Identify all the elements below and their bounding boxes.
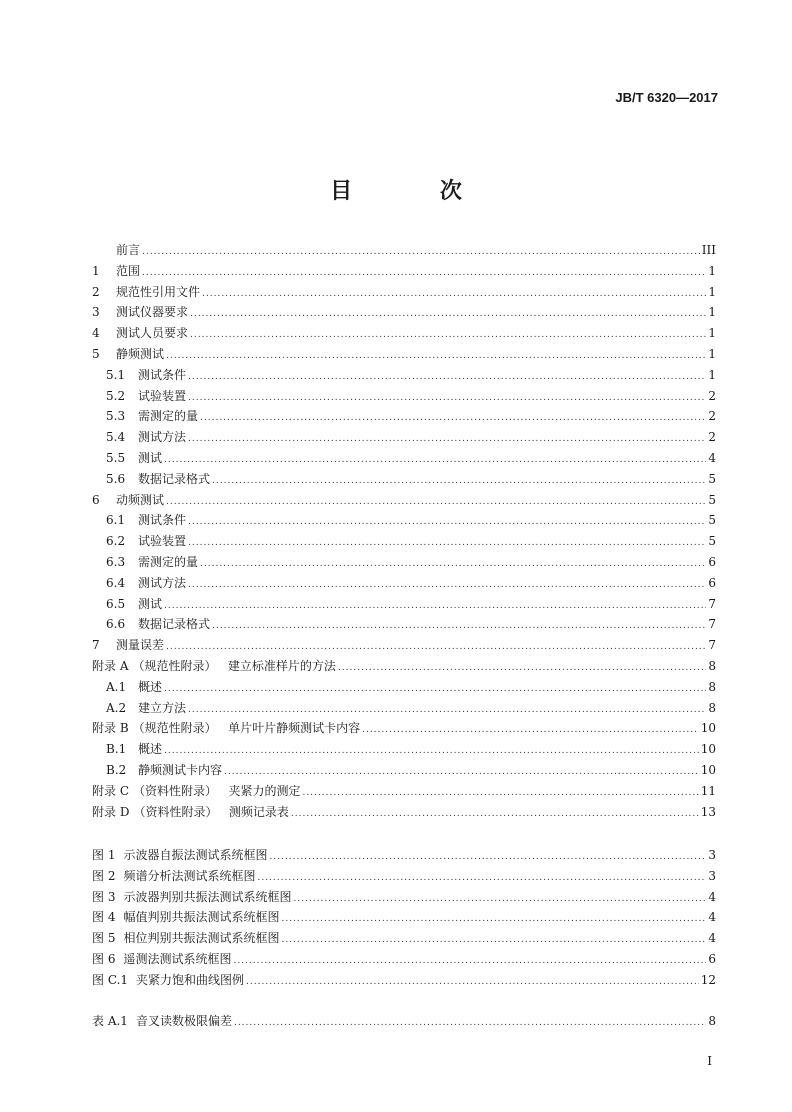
dot-leader	[188, 367, 706, 388]
entry-number: 4	[92, 326, 100, 341]
entry-title: 数据记录格式	[138, 617, 211, 632]
toc-entry[interactable]	[92, 552, 716, 573]
entry-title: 规范性引用文件	[116, 284, 201, 299]
entry-title: 频谱分析法测试系统框图	[123, 868, 256, 883]
toc-entry[interactable]	[92, 386, 716, 407]
toc-entry[interactable]	[92, 594, 716, 615]
entry-title: 相位判别共振法测试系统框图	[123, 931, 280, 946]
entry-page-number: 4	[708, 910, 716, 925]
entry-number: 5.2	[106, 388, 126, 403]
entry-title: （资料性附录） 测频记录表	[133, 804, 289, 819]
entry-number: B.2	[106, 762, 127, 777]
entry-title: 数据记录格式	[138, 471, 211, 486]
dot-leader	[246, 972, 699, 993]
toc-entry[interactable]	[92, 469, 716, 490]
page-folio: I	[707, 1054, 712, 1068]
entry-number: 附录 A	[92, 658, 129, 673]
dot-leader	[188, 700, 706, 721]
page-title: 目 次	[330, 178, 502, 204]
dot-leader	[188, 429, 706, 450]
entry-page-number: 4	[708, 450, 716, 465]
toc-entry[interactable]	[92, 490, 716, 511]
entry-title: 测试条件	[138, 367, 187, 382]
entry-title: （规范性附录） 单片叶片静频测试卡内容	[132, 721, 361, 736]
dot-leader	[257, 868, 706, 889]
dot-leader	[190, 325, 706, 346]
entry-number: 7	[92, 638, 100, 653]
entry-page-number: 3	[708, 848, 716, 862]
dot-leader	[142, 242, 700, 263]
entry-title: 幅值判别共振法测试系统框图	[123, 910, 280, 925]
entry-title: （规范性附录） 建立标准样片的方法	[132, 658, 336, 673]
toc-entry[interactable]	[92, 573, 716, 594]
entry-title: 概述	[138, 679, 163, 694]
entry-number: 图 3	[92, 889, 116, 904]
entry-title: 静频测试	[116, 346, 165, 361]
entry-number: 6	[92, 492, 100, 507]
entry-page-number: 1	[708, 346, 716, 361]
entry-title: 测量误差	[116, 638, 165, 653]
toc-entry[interactable]	[92, 760, 716, 781]
entry-page-number: 5	[708, 492, 716, 507]
dot-leader	[188, 533, 706, 554]
entry-page-number: 5	[708, 513, 716, 528]
entry-number: 5.4	[106, 430, 126, 445]
dot-leader	[200, 554, 706, 575]
toc-entry[interactable]	[92, 718, 716, 739]
entry-number: 图 4	[92, 910, 116, 925]
toc-entry[interactable]	[92, 240, 716, 261]
toc-entry[interactable]	[92, 510, 716, 531]
entry-page-number: 4	[708, 931, 716, 946]
dot-leader	[166, 492, 706, 513]
entry-number: 5.5	[106, 450, 126, 465]
dot-leader	[338, 658, 706, 679]
entry-number: 附录 B	[92, 721, 129, 736]
list-entry[interactable]	[92, 907, 716, 928]
dot-leader	[362, 720, 699, 741]
entry-page-number: 1	[708, 305, 716, 320]
list-entry[interactable]	[92, 949, 716, 970]
toc-entry[interactable]	[92, 448, 716, 469]
entry-page-number: 2	[708, 430, 716, 445]
entry-page-number: III	[701, 243, 716, 257]
toc-entry[interactable]	[92, 656, 716, 677]
entry-number: 图 C.1	[92, 972, 129, 987]
entry-title: 夹紧力饱和曲线图例	[136, 972, 245, 987]
toc-entry[interactable]	[92, 282, 716, 303]
entry-page-number: 10	[700, 721, 716, 736]
entry-title: 测试	[138, 596, 163, 611]
dot-leader	[212, 616, 706, 637]
toc-entry[interactable]	[92, 802, 716, 823]
entry-title: 测试方法	[138, 430, 187, 445]
dot-leader	[188, 512, 706, 533]
list-of-figures	[92, 845, 716, 991]
entry-number: 1	[92, 263, 100, 278]
entry-page-number: 1	[708, 326, 716, 341]
entry-title: 需测定的量	[138, 409, 199, 424]
entry-title: 动频测试	[116, 492, 165, 507]
dot-leader	[234, 1013, 706, 1034]
dot-leader	[224, 762, 699, 783]
toc-entry[interactable]	[92, 531, 716, 552]
entry-number: 5.6	[106, 471, 126, 486]
entry-page-number: 6	[708, 951, 716, 966]
entry-page-number: 10	[700, 742, 716, 757]
entry-number: 图 2	[92, 868, 116, 883]
entry-number: 5.3	[106, 409, 126, 424]
entry-page-number: 6	[708, 554, 716, 569]
toc-entry[interactable]	[92, 635, 716, 656]
document-code: JB/T 6320—2017	[615, 90, 718, 105]
dot-leader	[302, 783, 698, 804]
entry-page-number: 2	[708, 409, 716, 424]
entry-title: （资料性附录） 夹紧力的测定	[133, 783, 301, 798]
dot-leader	[200, 408, 706, 429]
list-entry[interactable]	[92, 1011, 716, 1032]
toc-entry[interactable]	[92, 323, 716, 344]
entry-title: 试验装置	[138, 388, 187, 403]
entry-number: A.2	[106, 700, 127, 715]
entry-page-number: 7	[708, 596, 716, 611]
toc-entry[interactable]	[92, 261, 716, 282]
entry-number: 2	[92, 284, 100, 299]
entry-number: 6.4	[106, 575, 126, 590]
entry-title: 测试	[138, 450, 163, 465]
list-entry[interactable]	[92, 845, 716, 866]
toc-entry[interactable]	[92, 698, 716, 719]
entry-number: 图 1	[92, 848, 116, 862]
entry-page-number: 13	[700, 804, 716, 819]
dot-leader	[212, 471, 706, 492]
entry-number: 6.3	[106, 554, 126, 569]
entry-page-number: 4	[708, 889, 716, 904]
dot-leader	[281, 930, 706, 951]
entry-number: A.1	[106, 679, 127, 694]
dot-leader	[291, 804, 699, 825]
entry-page-number: 6	[708, 575, 716, 590]
entry-page-number: 1	[708, 284, 716, 299]
entry-number: 表 A.1	[92, 1014, 128, 1028]
list-entry[interactable]	[92, 887, 716, 908]
entry-number: 5	[92, 346, 100, 361]
entry-page-number: 5	[708, 534, 716, 549]
entry-number: 图 5	[92, 931, 116, 946]
entry-title: 静频测试卡内容	[138, 762, 223, 777]
dot-leader	[202, 284, 706, 305]
entry-page-number: 5	[708, 471, 716, 486]
entry-title: 概述	[138, 742, 163, 757]
entry-number: 5.1	[106, 367, 126, 382]
toc-entry[interactable]	[92, 677, 716, 698]
dot-leader	[269, 847, 706, 868]
entry-number: 3	[92, 305, 100, 320]
dot-leader	[293, 889, 706, 910]
entry-page-number: 1	[708, 367, 716, 382]
entry-page-number: 7	[708, 617, 716, 632]
entry-page-number: 8	[708, 658, 716, 673]
toc-entry[interactable]	[92, 302, 716, 323]
entry-number: 图 6	[92, 951, 116, 966]
dot-leader	[190, 304, 706, 325]
table-of-contents	[92, 240, 716, 822]
toc-entry[interactable]	[92, 344, 716, 365]
entry-page-number: 8	[708, 679, 716, 694]
entry-page-number: 2	[708, 388, 716, 403]
entry-number: 6.2	[106, 534, 126, 549]
entry-number: 6.6	[106, 617, 126, 632]
entry-title: 测试条件	[138, 513, 187, 528]
entry-page-number: 1	[708, 263, 716, 278]
toc-entry[interactable]	[92, 781, 716, 802]
entry-title: 试验装置	[138, 534, 187, 549]
dot-leader	[166, 346, 706, 367]
entry-page-number: 10	[700, 762, 716, 777]
entry-number: 附录 C	[92, 783, 129, 798]
entry-title: 示波器判别共振法测试系统框图	[123, 889, 292, 904]
entry-title: 测试人员要求	[116, 326, 189, 341]
dot-leader	[164, 596, 706, 617]
dot-leader	[233, 951, 706, 972]
dot-leader	[164, 679, 706, 700]
entry-title: 示波器自振法测试系统框图	[123, 848, 268, 862]
dot-leader	[142, 263, 706, 284]
list-entry[interactable]	[92, 970, 716, 991]
entry-title: 测试方法	[138, 575, 187, 590]
entry-page-number: 12	[700, 972, 716, 987]
entry-page-number: 3	[708, 868, 716, 883]
dot-leader	[164, 450, 706, 471]
entry-title: 遥测法测试系统框图	[123, 951, 232, 966]
toc-entry[interactable]	[92, 406, 716, 427]
entry-number: 附录 D	[92, 804, 130, 819]
entry-number: B.1	[106, 742, 127, 757]
entry-number: 6.5	[106, 596, 126, 611]
entry-page-number: 8	[708, 700, 716, 715]
dot-leader	[281, 909, 706, 930]
dot-leader	[188, 388, 706, 409]
toc-entry[interactable]	[92, 427, 716, 448]
toc-entry[interactable]	[92, 739, 716, 760]
entry-title: 需测定的量	[138, 554, 199, 569]
dot-leader	[166, 637, 706, 658]
toc-entry[interactable]	[92, 365, 716, 386]
entry-title: 音叉读数极限偏差	[135, 1014, 232, 1028]
entry-page-number: 8	[708, 1014, 716, 1028]
dot-leader	[188, 575, 706, 596]
entry-title: 前言	[116, 243, 141, 257]
entry-title: 测试仪器要求	[116, 305, 189, 320]
entry-number: 6.1	[106, 513, 126, 528]
list-entry[interactable]	[92, 928, 716, 949]
toc-entry[interactable]	[92, 614, 716, 635]
list-of-tables	[92, 1011, 716, 1032]
entry-title: 建立方法	[138, 700, 187, 715]
entry-page-number: 11	[700, 783, 716, 798]
list-entry[interactable]	[92, 866, 716, 887]
entry-page-number: 7	[708, 638, 716, 653]
dot-leader	[164, 741, 699, 762]
entry-title: 范围	[116, 263, 141, 278]
